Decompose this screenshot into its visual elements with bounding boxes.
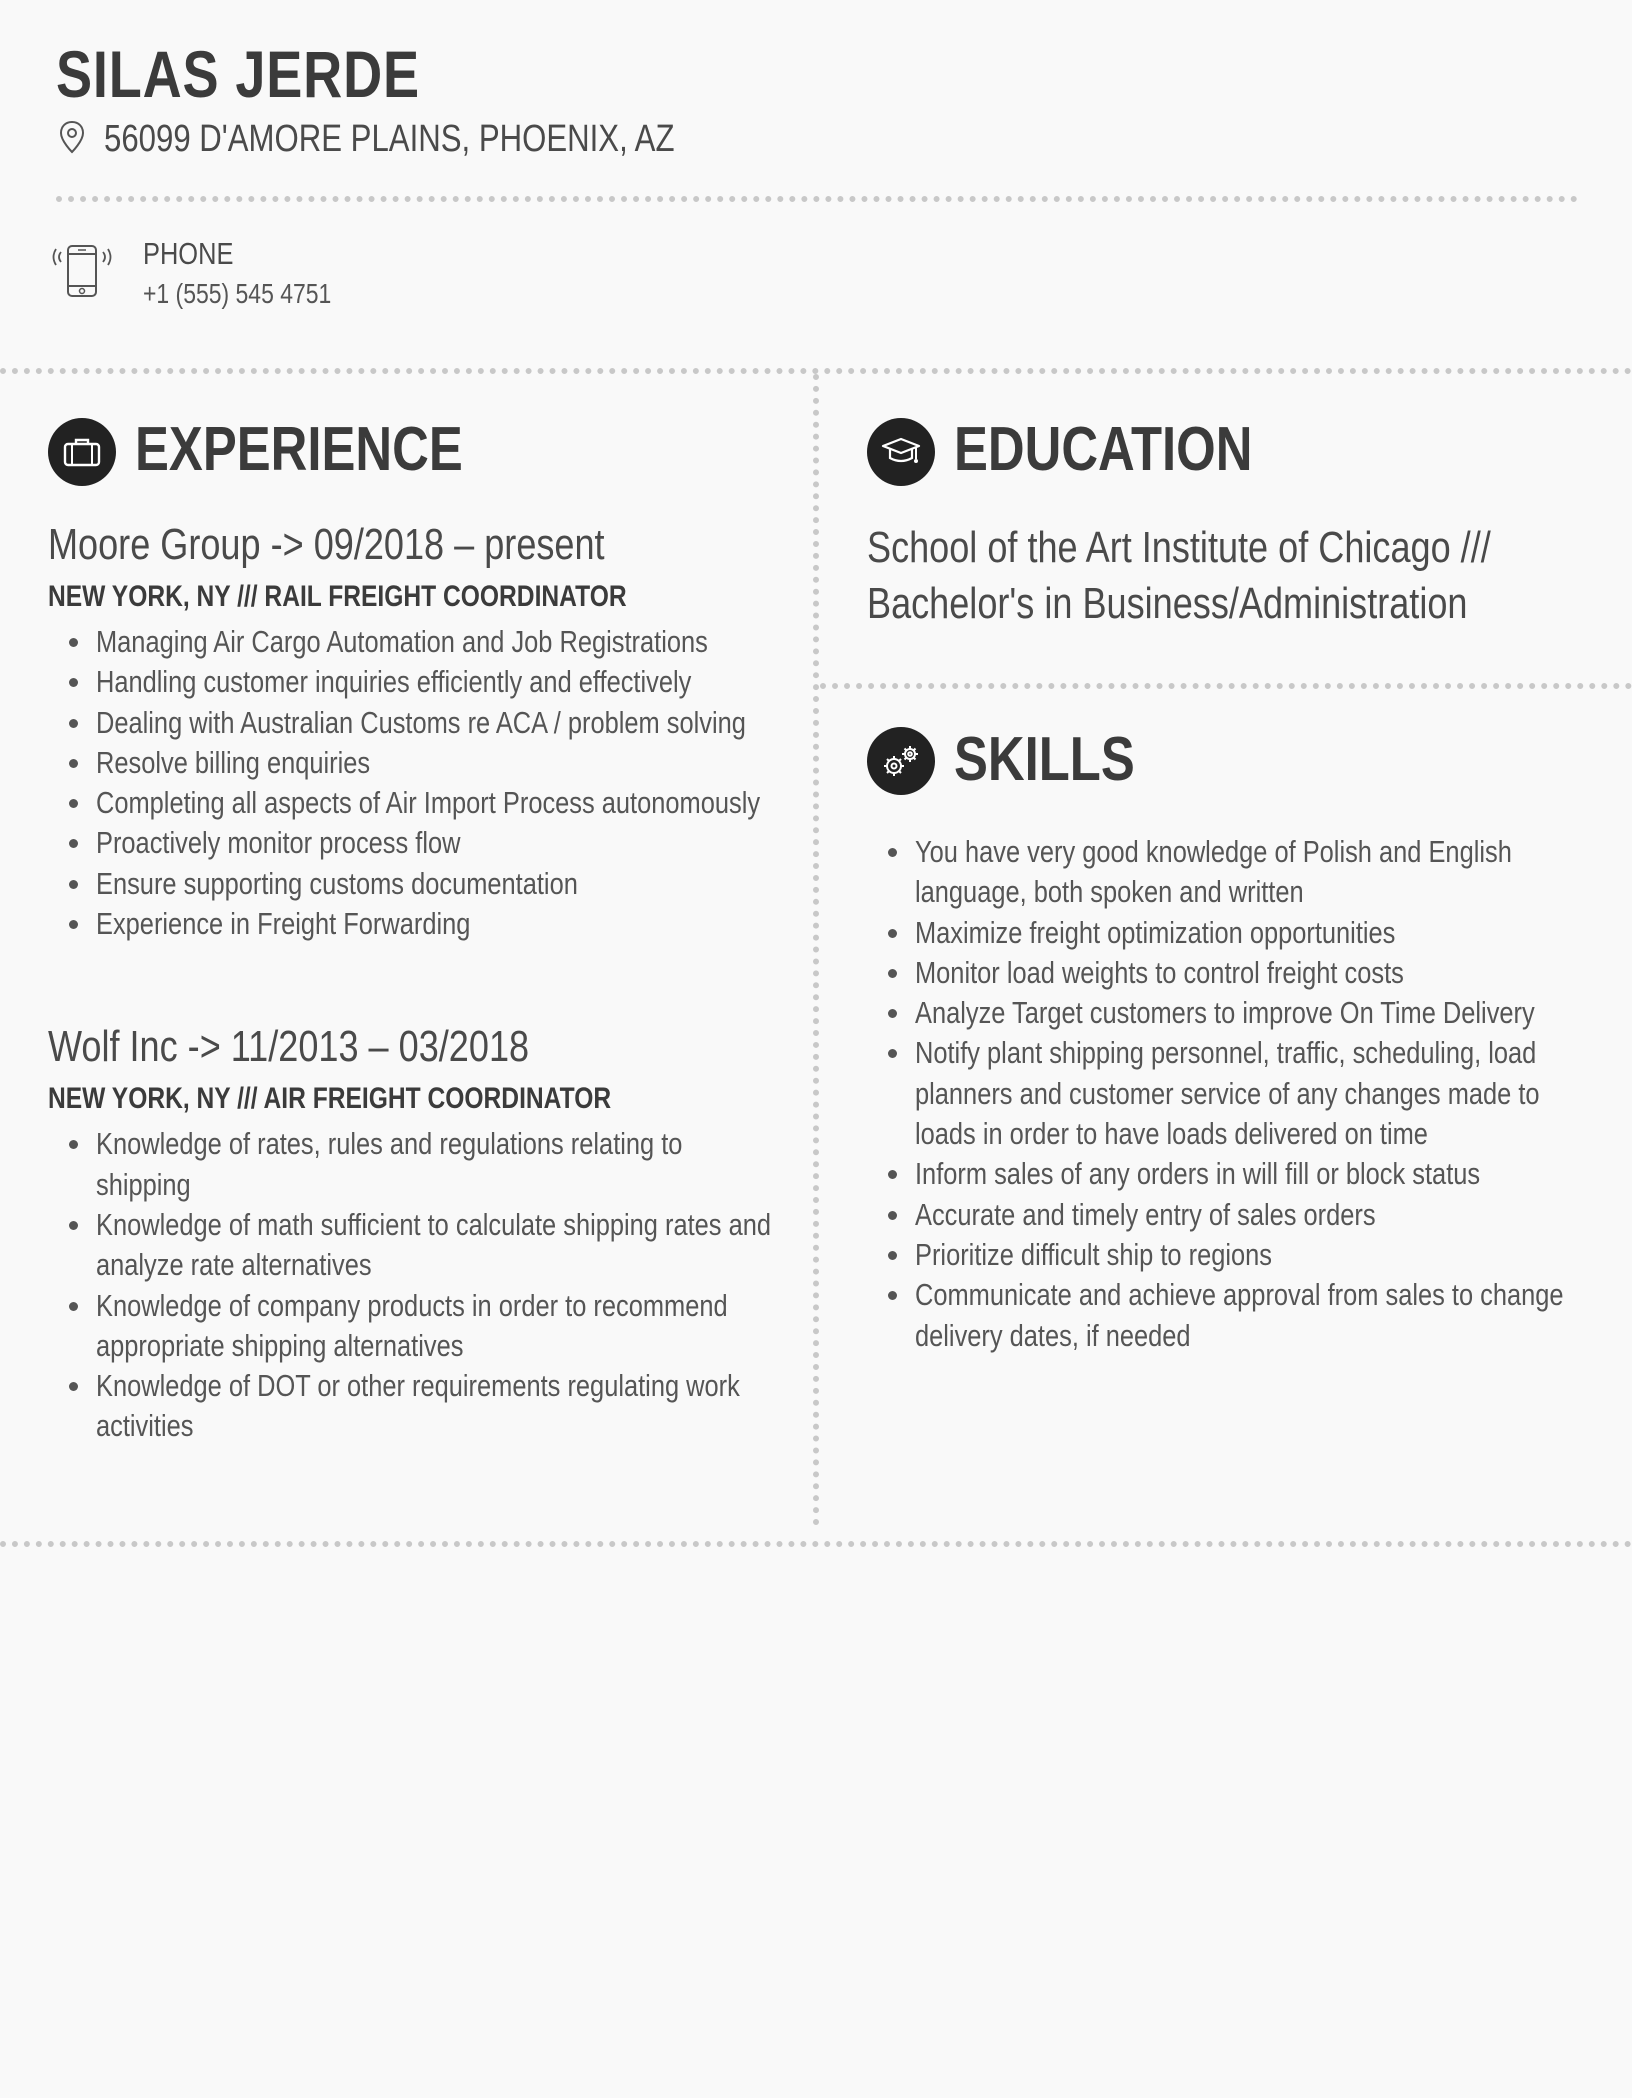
phone-value: +1 (555) 545 4751	[143, 278, 332, 309]
list-item: Managing Air Cargo Automation and Job Registrations	[48, 622, 778, 662]
list-item: Knowledge of rates, rules and regulations relating to shipping	[48, 1124, 778, 1205]
job-heading: Wolf Inc -> 11/2013 – 03/2018	[48, 1022, 530, 1072]
list-item: Analyze Target customers to improve On Time Delivery	[867, 993, 1587, 1033]
list-item: Knowledge of math sufficient to calculate shipping rates and analyze rate alternatives	[48, 1205, 778, 1286]
list-item: Ensure supporting customs documentation	[48, 864, 778, 904]
list-item: Dealing with Australian Customs re ACA / problem solving	[48, 703, 778, 743]
skills-column	[867, 832, 1587, 1356]
list-item: Handling customer inquiries efficiently and effectively	[48, 662, 778, 702]
experience-column	[48, 520, 778, 1447]
education-column	[867, 520, 1597, 632]
education-skills-divider	[820, 683, 1632, 689]
header-divider	[56, 196, 1578, 202]
list-item: Experience in Freight Forwarding	[48, 904, 778, 944]
briefcase-icon	[48, 418, 116, 486]
list-item: Inform sales of any orders in will fill or block status	[867, 1154, 1587, 1194]
list-item: Notify plant shipping personnel, traffic, scheduling, load planners and customer service of any changes made to loads in order to have loads delivered on time	[867, 1033, 1587, 1154]
list-item: Knowledge of DOT or other requirements regulating work activities	[48, 1366, 778, 1447]
list-item: You have very good knowledge of Polish and English language, both spoken and written	[867, 832, 1587, 913]
column-divider	[813, 374, 819, 1526]
location-pin-icon	[58, 120, 86, 159]
list-item: Accurate and timely entry of sales orders	[867, 1195, 1587, 1235]
list-item: Monitor load weights to control freight costs	[867, 953, 1587, 993]
education-entry: School of the Art Institute of Chicago /// Bachelor's in Business/Administration	[867, 523, 1491, 628]
mobile-phone-icon	[52, 244, 112, 305]
job-entry	[48, 1022, 778, 1446]
list-item: Knowledge of company products in order to recommend appropriate shipping alternatives	[48, 1286, 778, 1367]
job-entry	[48, 520, 778, 944]
list-item: Completing all aspects of Air Import Process autonomously	[48, 783, 778, 823]
job-bullets	[48, 1124, 778, 1446]
graduation-cap-icon	[867, 418, 935, 486]
list-item: Maximize freight optimization opportunities	[867, 913, 1587, 953]
section-divider-bottom	[0, 1541, 1632, 1547]
list-item: Proactively monitor process flow	[48, 823, 778, 863]
candidate-name: SILAS JERDE	[56, 37, 420, 111]
list-item: Communicate and achieve approval from sales to change delivery dates, if needed	[867, 1275, 1587, 1356]
education-title: EDUCATION	[954, 415, 1253, 484]
address: 56099 D'AMORE PLAINS, PHOENIX, AZ	[104, 118, 675, 160]
job-subheading: NEW YORK, NY /// RAIL FREIGHT COORDINATOR	[48, 580, 627, 613]
gears-icon	[867, 727, 935, 795]
job-bullets	[48, 622, 778, 944]
job-heading: Moore Group -> 09/2018 – present	[48, 520, 605, 569]
skills-title: SKILLS	[954, 725, 1135, 794]
address-row	[58, 118, 800, 161]
skills-list	[867, 832, 1587, 1356]
list-item: Prioritize difficult ship to regions	[867, 1235, 1587, 1275]
job-subheading: NEW YORK, NY /// AIR FREIGHT COORDINATOR	[48, 1082, 612, 1116]
experience-title: EXPERIENCE	[135, 415, 463, 484]
phone-label: PHONE	[143, 236, 234, 271]
list-item: Resolve billing enquiries	[48, 743, 778, 783]
